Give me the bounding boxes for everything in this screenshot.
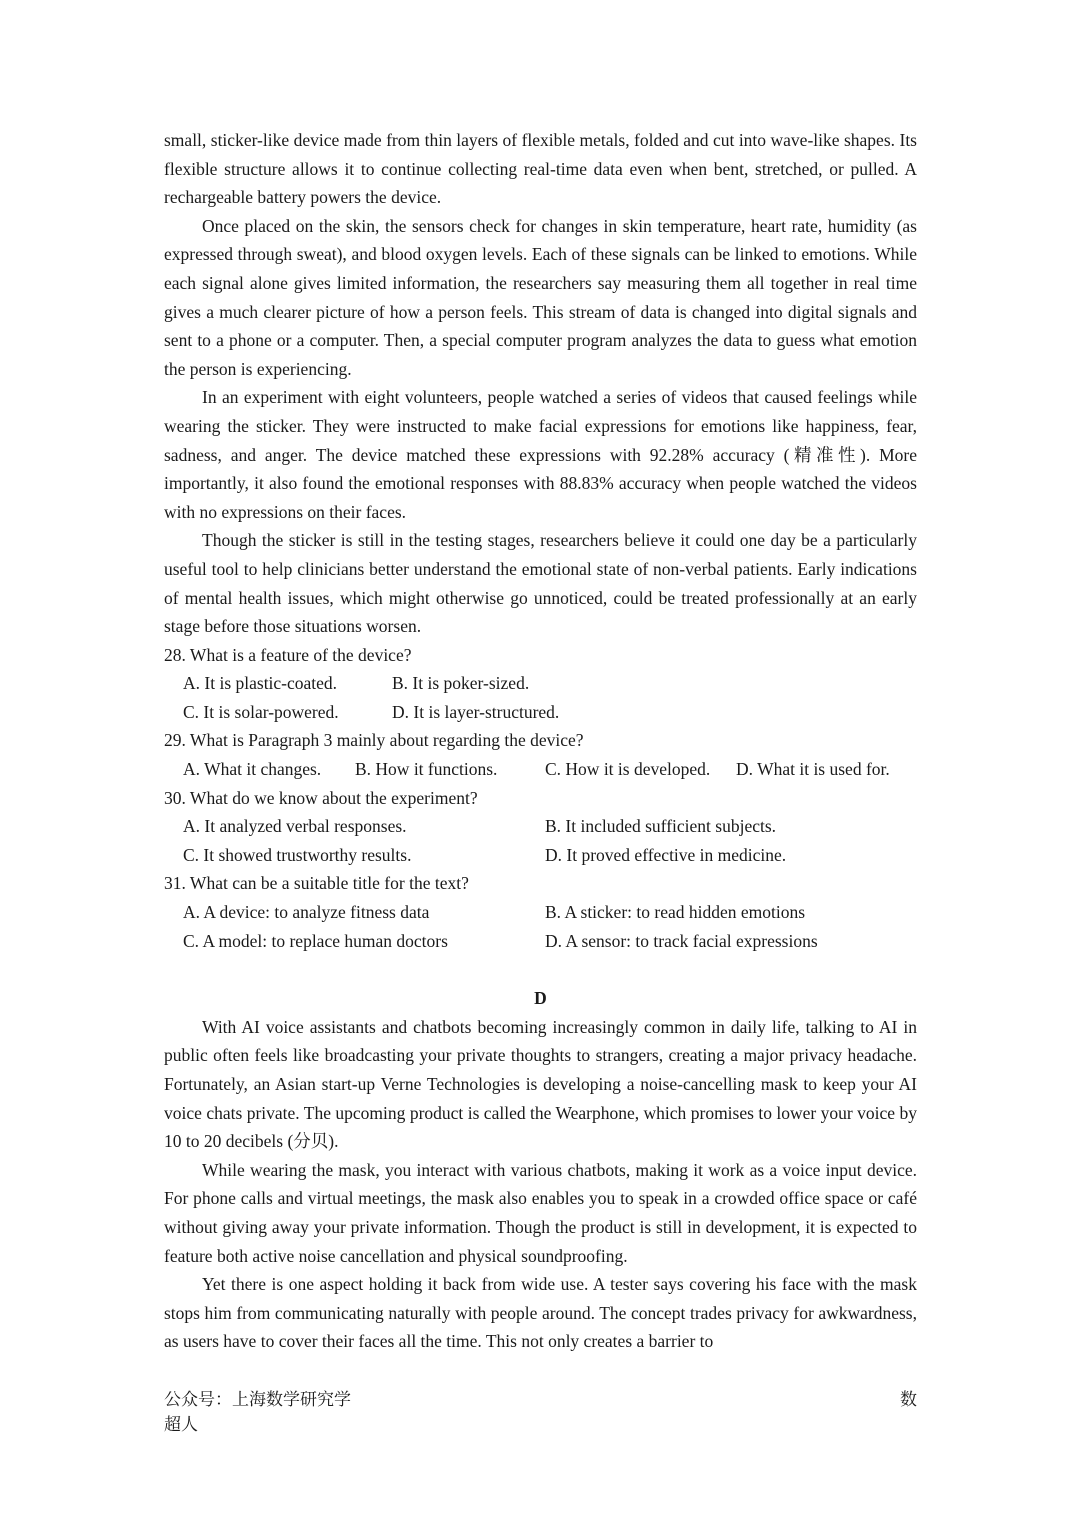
exam-page	[164, 126, 917, 1356]
option-d: D. It proved effective in medicine.	[545, 844, 787, 865]
answer-options	[164, 669, 917, 726]
passage-c-paragraph-1: small, sticker-like device made from thin layers of flexible metals, folded and cut into wave-like shapes. Its flexible structure allows it to continue collecting real-time data even when bent, stretched, or pulled. A rechargeable battery powers the device.	[164, 130, 917, 208]
footer-account-text: 公众号：上海数学研究学超人	[164, 1390, 351, 1435]
question-31	[164, 869, 917, 955]
passage-d-paragraph-2: While wearing the mask, you interact with various chatbots, making it work as a voice input device. For phone calls and virtual meetings, the mask also enables you to speak in a crowded office space or café without giving away your private information. Though the product is still in development, it is expected to feature both active noise cancellation and physical soundproofing.	[164, 1159, 917, 1266]
option-c: C. It showed trustworthy results.	[183, 844, 412, 865]
option-b: B. It included sufficient subjects.	[545, 816, 777, 837]
option-a: A. It analyzed verbal responses.	[183, 816, 407, 837]
option-b: B. A sticker: to read hidden emotions	[545, 902, 806, 923]
passage-c-paragraph-4: Though the sticker is still in the testing stages, researchers believe it could one day be a particularly useful tool to help clinicians better understand the emotional state of non-verbal patients. Early indications of mental health issues, which might otherwise go unnoticed, could be treated professionally at an early stage before those situations worsen.	[164, 530, 917, 637]
passage-d-paragraph-3: Yet there is one aspect holding it back from wide use. A tester says covering his face with the mask stops him from communicating naturally with people around. The concept trades privacy for awkwardness, as users have to cover their faces all the time. This not only creates a barrier to	[164, 1274, 917, 1352]
section-heading-d: D	[534, 988, 547, 1009]
option-c: C. A model: to replace human doctors	[183, 930, 448, 951]
answer-options	[164, 898, 917, 955]
question-30	[164, 784, 917, 870]
question-29	[164, 726, 917, 783]
option-c: C. How it is developed.	[545, 759, 711, 780]
passage-c-paragraph-3: In an experiment with eight volunteers, people watched a series of videos that caused feelings while wearing the sticker. They were instructed to make facial expressions for emotions like happiness, fear, sadness, and anger. The device matched these expressions with 92.28% accuracy (精准性). More importantly, it also found the emotional responses with 88.83% accuracy when people watched the videos with no expressions on their faces.	[164, 387, 917, 522]
passage-c-paragraph-2: Once placed on the skin, the sensors check for changes in skin temperature, heart rate, humidity (as expressed through sweat), and blood oxygen levels. Each of these signals can be linked to emotions. While each signal alone gives limited information, the researchers say measuring them all together in real time gives a much clearer picture of how a person feels. This stream of data is changed into digital signals and sent to a phone or a computer. Then, a special computer program analyzes the data to guess what emotion the person is experiencing.	[164, 215, 917, 379]
option-a: A. It is plastic-coated.	[183, 673, 338, 694]
option-b: B. It is poker-sized.	[392, 673, 530, 694]
question-stem: 29. What is Paragraph 3 mainly about regarding the device?	[164, 730, 584, 751]
question-28	[164, 641, 917, 727]
passage-d-paragraph-1: With AI voice assistants and chatbots becoming increasingly common in daily life, talking to AI in public often feels like broadcasting your private thoughts to strangers, creating a major privacy headache. Fortunately, an Asian start-up Verne Technologies is developing a noise-cancelling mask to keep your AI voice chats private. The upcoming product is called the Wearphone, which promises to lower your voice by 10 to 20 decibels (分贝).	[164, 1016, 917, 1152]
question-stem: 31. What can be a suitable title for the text?	[164, 873, 469, 894]
option-d: D. What it is used for.	[736, 759, 890, 780]
option-a: A. A device: to analyze fitness data	[183, 902, 430, 923]
option-d: D. It is layer-structured.	[392, 701, 560, 722]
question-stem: 28. What is a feature of the device?	[164, 644, 412, 665]
option-c: C. It is solar-powered.	[183, 701, 339, 722]
footer-right-text: 数	[900, 1390, 917, 1410]
question-stem: 30. What do we know about the experiment?	[164, 787, 478, 808]
answer-options	[164, 755, 917, 784]
answer-options	[164, 812, 917, 869]
option-b: B. How it functions.	[355, 759, 498, 780]
option-a: A. What it changes.	[183, 759, 322, 780]
option-d: D. A sensor: to track facial expressions	[545, 930, 818, 951]
